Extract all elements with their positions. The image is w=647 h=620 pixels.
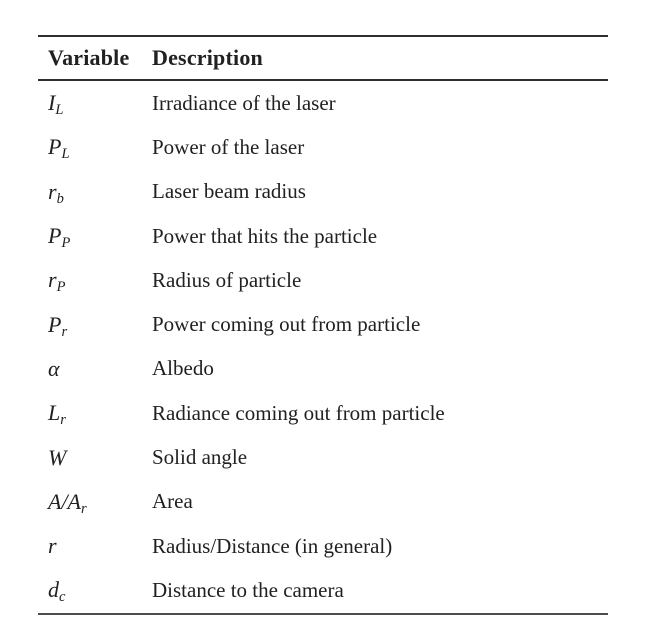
variable-cell	[38, 356, 152, 382]
variable-symbol: d	[48, 577, 59, 603]
variable-cell	[38, 179, 152, 205]
table-row	[38, 214, 608, 258]
table-row	[38, 568, 608, 612]
variable-cell	[38, 267, 152, 296]
description-cell: Area	[152, 489, 193, 514]
column-header-variable: Variable	[48, 45, 130, 70]
variable-cell	[38, 533, 152, 559]
variable-cell	[38, 223, 152, 252]
description-cell: Power coming out from particle	[152, 312, 421, 337]
column-header-description: Description	[152, 45, 263, 70]
variable-symbol: P	[48, 223, 62, 249]
variable-symbol: r	[48, 267, 57, 293]
description-cell: Solid angle	[152, 445, 248, 470]
variable-symbol: P	[48, 311, 62, 337]
variable-subscript: c	[59, 589, 66, 606]
table-row	[38, 347, 608, 391]
description-cell: Power of the laser	[152, 134, 305, 159]
variable-subscript: L	[55, 102, 64, 119]
variable-cell	[38, 134, 152, 163]
variable-symbol: r	[48, 533, 57, 559]
variable-symbol: A/A	[48, 488, 81, 514]
variable-cell	[38, 90, 152, 119]
variable-subscript: r	[61, 323, 68, 340]
variable-cell	[38, 489, 152, 515]
table-row	[38, 302, 608, 346]
variable-cell	[38, 400, 152, 429]
description-cell: Radius of particle	[152, 267, 302, 292]
variable-subscript: b	[56, 190, 64, 207]
description-cell: Power that hits the particle	[152, 223, 378, 248]
variable-description-table	[38, 35, 608, 615]
description-cell: Distance to the camera	[152, 577, 344, 602]
variable-symbol: L	[48, 400, 61, 426]
variable-subscript: r	[60, 412, 66, 429]
variable-symbol: W	[48, 444, 67, 470]
table-row	[38, 170, 608, 214]
table-row	[38, 524, 608, 568]
table-row	[38, 435, 608, 479]
description-cell: Albedo	[152, 356, 214, 381]
variable-cell	[38, 577, 152, 606]
variable-subscript: P	[61, 235, 71, 252]
description-cell: Irradiance of the laser	[152, 90, 336, 115]
variable-cell	[38, 312, 152, 338]
variable-symbol: I	[48, 90, 56, 116]
variable-cell	[38, 445, 152, 471]
description-cell: Laser beam radius	[152, 179, 306, 204]
description-cell: Radius/Distance (in general)	[152, 533, 393, 558]
table-row	[38, 480, 608, 524]
table-header-row	[38, 37, 608, 81]
description-cell: Radiance coming out from particle	[152, 400, 445, 425]
table-row	[38, 391, 608, 435]
table-row	[38, 125, 608, 169]
variable-symbol: P	[48, 134, 62, 160]
variable-symbol: r	[48, 178, 57, 204]
table-row	[38, 81, 608, 125]
table-row	[38, 258, 608, 302]
variable-subscript: L	[61, 146, 70, 163]
variable-symbol: α	[48, 355, 60, 381]
variable-subscript: P	[56, 279, 66, 296]
variable-subscript: r	[81, 500, 87, 517]
